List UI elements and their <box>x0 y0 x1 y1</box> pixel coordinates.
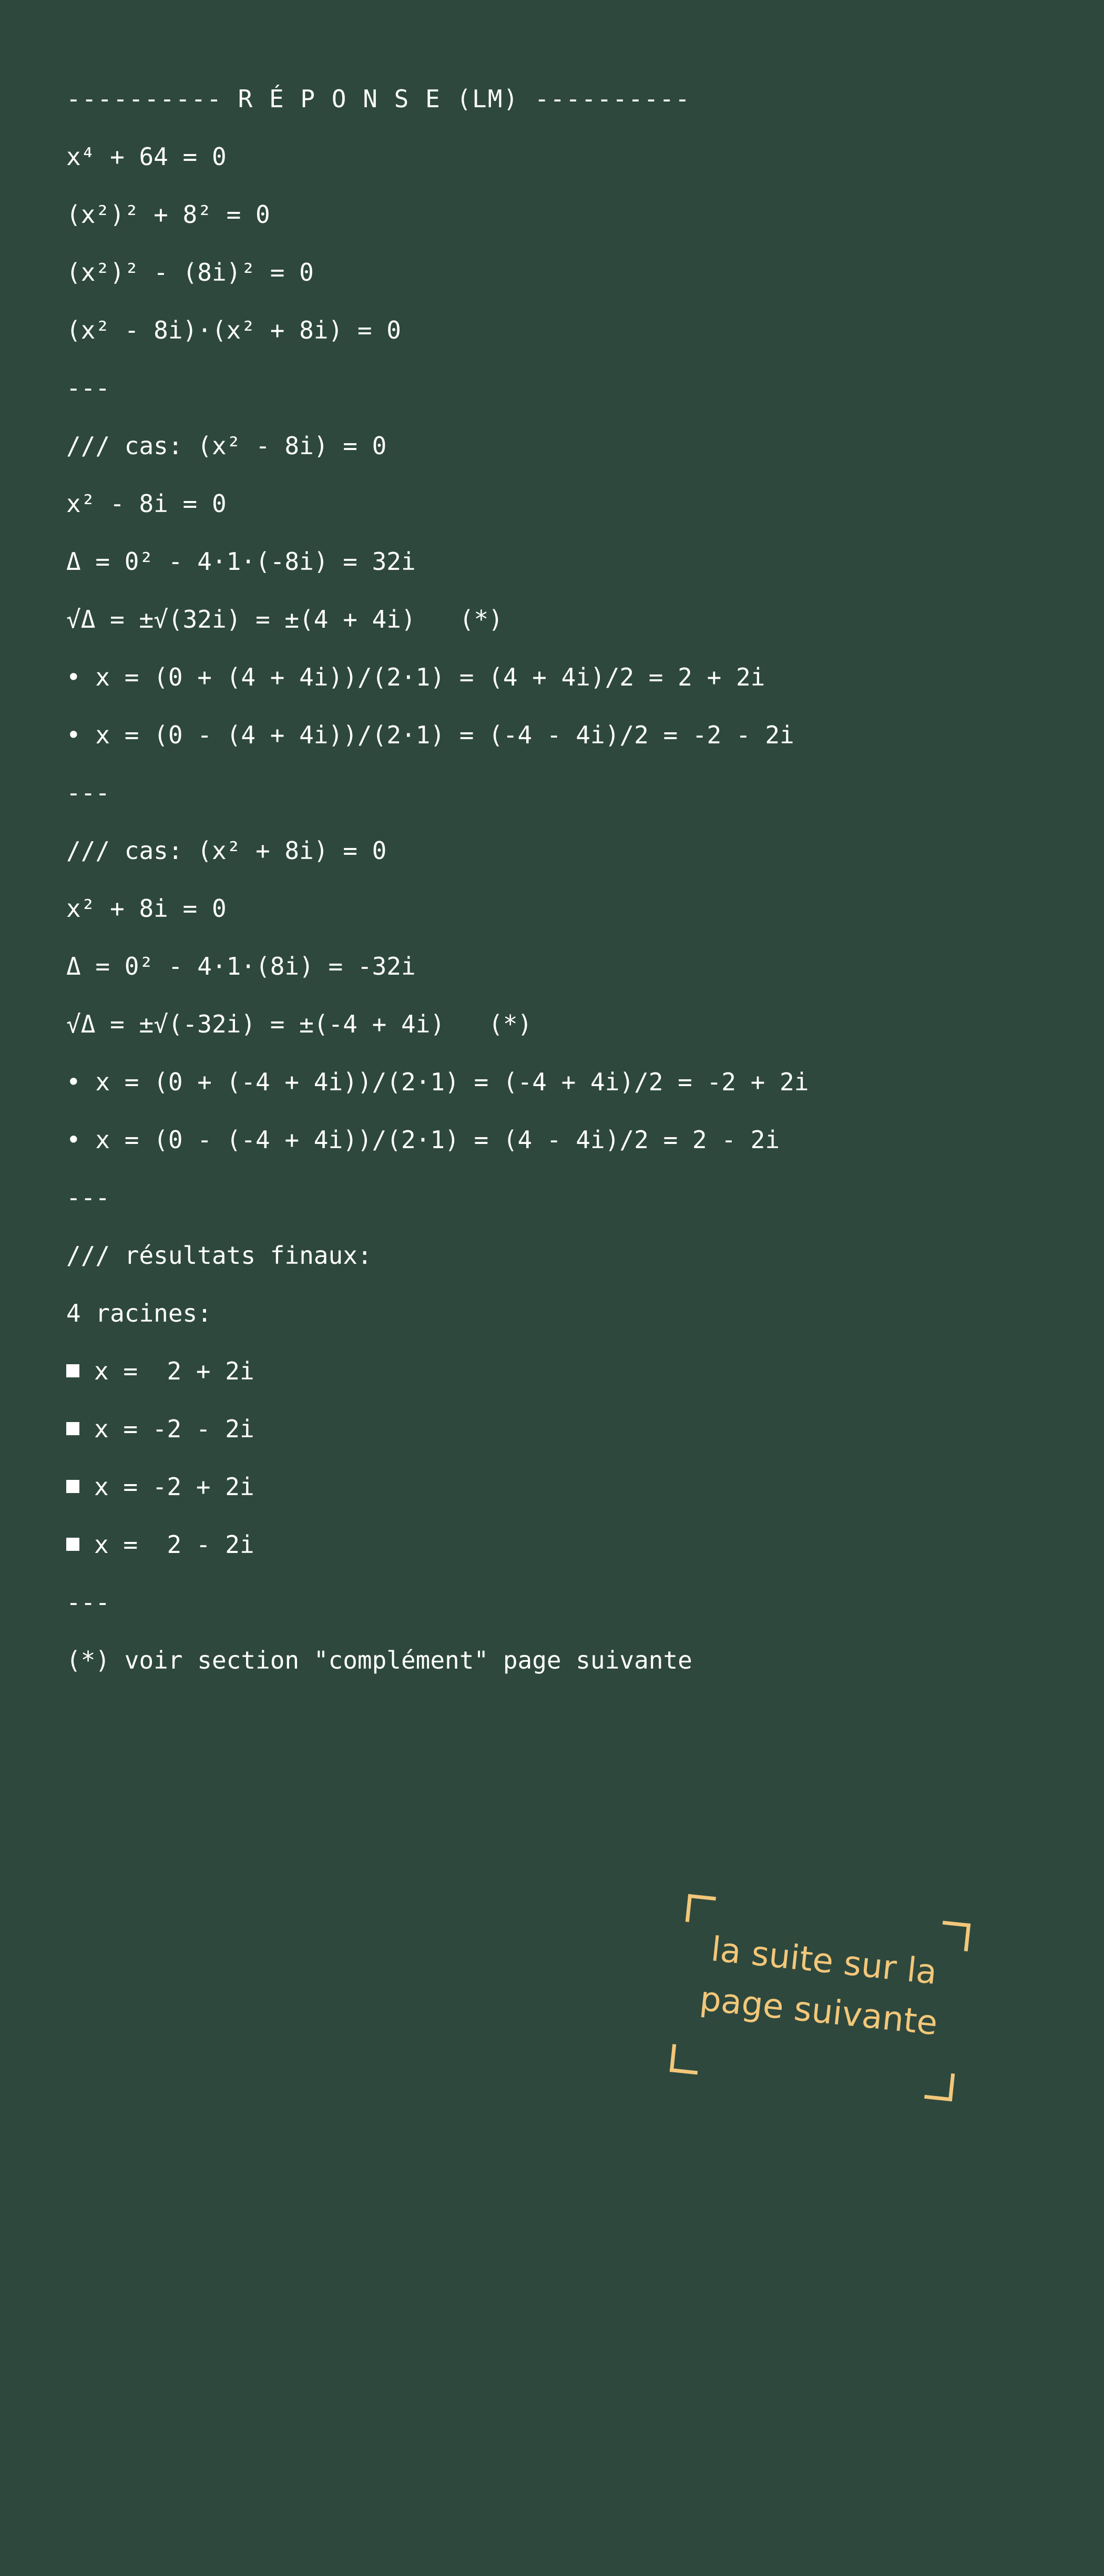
equation-line: (x² - 8i)·(x² + 8i) = 0 <box>66 316 401 344</box>
next-page-sticker <box>670 1894 971 2102</box>
sqrt-discriminant-line: √Δ = ±√(-32i) = ±(-4 + 4i) (*) <box>66 1010 533 1038</box>
equation-line: (x²)² + 8² = 0 <box>66 200 270 229</box>
square-bullet-icon <box>66 1480 79 1493</box>
final-root <box>66 1470 1039 1528</box>
case-heading: /// cas: (x² + 8i) = 0 <box>66 836 387 865</box>
final-root-value: x = 2 - 2i <box>94 1530 254 1559</box>
separator: --- <box>66 1588 110 1617</box>
sticker-text <box>675 1921 968 2051</box>
final-root-value: x = -2 - 2i <box>94 1415 254 1443</box>
equation-line: x² - 8i = 0 <box>66 489 227 518</box>
results-heading: /// résultats finaux: <box>66 1241 372 1270</box>
separator: --- <box>66 374 110 402</box>
final-root-value: x = -2 + 2i <box>94 1473 254 1501</box>
root-line: • x = (0 - (4 + 4i))/(2·1) = (-4 - 4i)/2 = -2 - 2i <box>66 721 794 749</box>
sticker-line-1: la suite sur la <box>709 1930 939 1992</box>
equation-line: (x²)² - (8i)² = 0 <box>66 258 314 287</box>
root-line: • x = (0 + (4 + 4i))/(2·1) = (4 + 4i)/2 = 2 + 2i <box>66 663 765 691</box>
final-root <box>66 1354 1039 1412</box>
square-bullet-icon <box>66 1364 79 1377</box>
separator: --- <box>66 779 110 807</box>
separator: --- <box>66 1183 110 1212</box>
root-line: • x = (0 + (-4 + 4i))/(2·1) = (-4 + 4i)/2 = -2 + 2i <box>66 1068 809 1096</box>
solution-text <box>66 82 1039 1701</box>
final-root <box>66 1528 1039 1586</box>
square-bullet-icon <box>66 1422 79 1435</box>
corner-bracket-icon <box>940 1921 970 1951</box>
final-root <box>66 1412 1039 1470</box>
sqrt-discriminant-line: √Δ = ±√(32i) = ±(4 + 4i) (*) <box>66 605 503 633</box>
sticker-line-2: page suivante <box>698 1979 939 2043</box>
discriminant-line: Δ = 0² - 4·1·(-8i) = 32i <box>66 547 416 576</box>
root-line: • x = (0 - (-4 + 4i))/(2·1) = (4 - 4i)/2 = 2 - 2i <box>66 1126 780 1154</box>
equation-line: x² + 8i = 0 <box>66 894 227 923</box>
discriminant-line: Δ = 0² - 4·1·(8i) = -32i <box>66 952 416 980</box>
square-bullet-icon <box>66 1538 79 1551</box>
response-header: ---------- R É P O N S E (LM) ---------- <box>66 85 691 113</box>
footnote: (*) voir section "complément" page suivante <box>66 1646 692 1674</box>
case-heading: /// cas: (x² - 8i) = 0 <box>66 432 387 460</box>
roots-count: 4 racines: <box>66 1299 212 1327</box>
corner-bracket-icon <box>924 2071 955 2101</box>
corner-bracket-icon <box>686 1894 716 1925</box>
equation-line: x⁴ + 64 = 0 <box>66 142 227 171</box>
final-root-value: x = 2 + 2i <box>94 1357 254 1385</box>
corner-bracket-icon <box>670 2044 700 2074</box>
